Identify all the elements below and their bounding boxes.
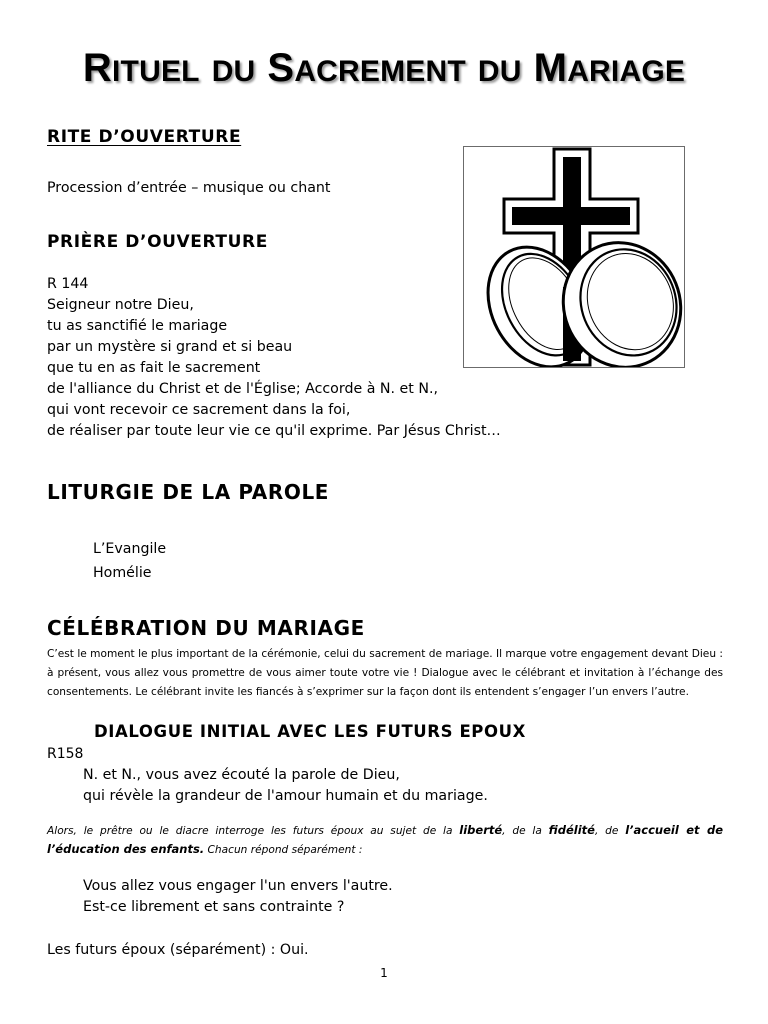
dialogue-heading: DIALOGUE INITIAL AVEC LES FUTURS EPOUX — [94, 722, 526, 741]
list-item: L’Evangile — [93, 541, 167, 557]
prayer-line: que tu en as fait le sacrement — [47, 360, 261, 376]
prayer-line: de réaliser par toute leur vie ce qu'il exprime. Par Jésus Christ… — [47, 423, 501, 439]
priere-ouverture-heading: PRIÈRE D’OUVERTURE — [47, 232, 268, 252]
rite-ouverture-heading: RITE D’OUVERTURE — [47, 127, 242, 147]
question-lines — [83, 876, 393, 918]
question-line: Est-ce librement et sans contrainte ? — [83, 899, 345, 915]
answer-line: Les futurs époux (séparément) : Oui. — [47, 942, 309, 958]
emphasis-fidelite: fidélité — [548, 823, 595, 837]
emphasis-liberte: liberté — [459, 823, 503, 837]
title-word-3: SACREMENT — [267, 46, 466, 90]
title-word-2: DU — [211, 55, 256, 88]
dialogue-instruction: Alors, le prêtre ou le diacre interroge les futurs époux au sujet de la liberté, de la fidélité, de l’accueil et de l’éducation des enfants. Chacun répond séparément : — [47, 823, 723, 856]
prayer-line: de l'alliance du Christ et de l'Église; Accorde à N. et N., — [47, 381, 438, 397]
rite-ouverture-text: Procession d’entrée – musique ou chant — [47, 180, 331, 196]
prayer-text — [47, 274, 501, 442]
cross-rings-svg — [464, 147, 684, 367]
page-title — [0, 46, 768, 91]
title-word-4: DU — [477, 55, 522, 88]
celebration-intro: C’est le moment le plus important de la cérémonie, celui du sacrement de mariage. Il marque votre engagement devant Dieu : à présent, vous allez vous promettre de vous aimer toute votre vie ! Dialogue avec le célébrant et invitation à l’échange des consentements. Le célébrant invite les fiancés à s’exprimer sur la façon dont ils entendent s’engager l’un envers l’autre. — [47, 648, 723, 698]
dialogue-lines — [83, 765, 488, 807]
liturgie-list — [93, 537, 166, 585]
dialogue-ref: R158 — [47, 746, 84, 762]
prayer-ref: R 144 — [47, 276, 89, 292]
title-word-5: MARIAGE — [533, 46, 686, 90]
celebration-heading: CÉLÉBRATION DU MARIAGE — [47, 616, 365, 640]
page-number: 1 — [380, 966, 388, 980]
dialogue-line: qui révèle la grandeur de l'amour humain et du mariage. — [83, 788, 488, 804]
prayer-line: par un mystère si grand et si beau — [47, 339, 293, 355]
cross-with-wedding-rings-icon — [463, 146, 685, 368]
liturgie-heading: LITURGIE DE LA PAROLE — [47, 480, 330, 504]
prayer-line: qui vont recevoir ce sacrement dans la foi, — [47, 402, 351, 418]
question-line: Vous allez vous engager l'un envers l'autre. — [83, 878, 393, 894]
dialogue-line: N. et N., vous avez écouté la parole de Dieu, — [83, 767, 400, 783]
prayer-line: Seigneur notre Dieu, — [47, 297, 194, 313]
list-item: Homélie — [93, 565, 152, 581]
emphasis-accueil: l’accueil et de l’éducation des enfants. — [47, 823, 723, 856]
title-word-1: RITUEL — [82, 46, 200, 90]
prayer-line: tu as sanctifié le mariage — [47, 318, 228, 334]
